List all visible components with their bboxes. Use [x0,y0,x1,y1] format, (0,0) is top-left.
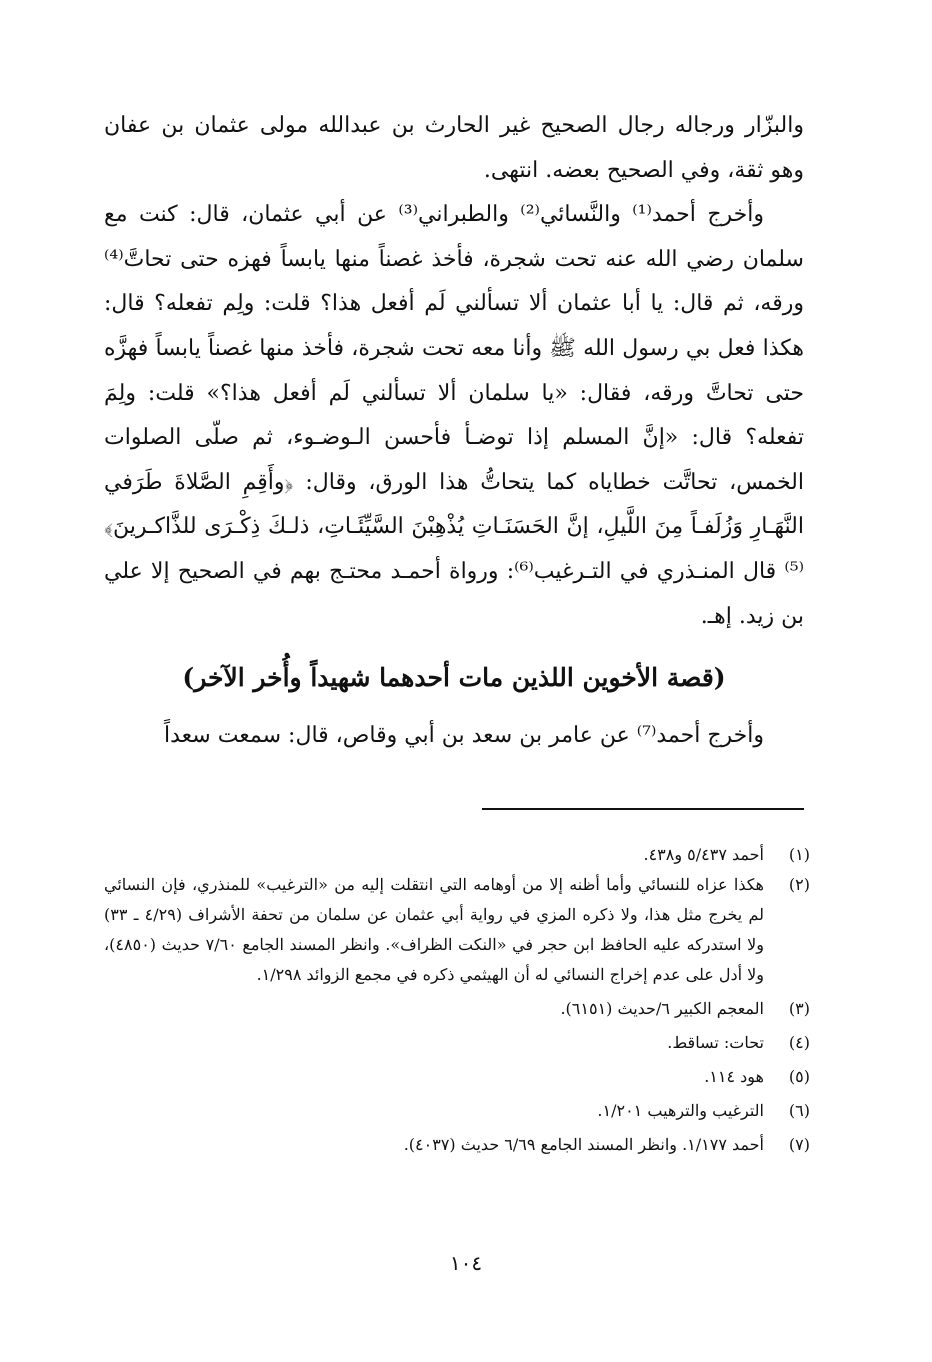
footnote-separator [482,808,804,810]
page-number: ١٠٤ [449,1251,483,1275]
paragraph-2: وأخرج أحمد⁽¹⁾ والنَّسائي⁽²⁾ والطبراني⁽³⁾ عن أبي عثمان، قال: كنت مع سلمان رضي الله عنه تحت شجرة، فأخذ غصناً منها يابساً فهزه حتى تحاتَّ⁽⁴⁾ ورقه، ثم قال: يا أبا عثمان ألا تسألني لَم أفعل هذا؟ قلت: ولِم تفعله؟ قال: هكذا فعل بي رسول الله ﷺ وأنا معه تحت شجرة، فأخذ منها غصناً يابساً فهزَّه حتى تحاتَّ ورقه، فقال: «يا سلمان ألا تسألني لَم أفعل هذا؟» قلت: ولِمَ تفعله؟ قال: «إنَّ المسلم إذا توضـأ فأحسن الـوضـوء، ثم صلّى الصلوات الخمس، تحاتَّت خطاياه كما يتحاتُّ هذا الورق، وقال: ﴿وأَقِمِ الصَّلاةَ طَرَفي النَّهَـارِ وَزُلَفـاً مِنَ اللَّيلِ، إنَّ الحَسَنَـاتِ يُذْهِبْنَ السَّيِّئَـاتِ، ذلـكَ ذِكْـرَى للذَّاكـرينَ﴾⁽⁵⁾ قال المنـذري في التـرغيب⁽⁶⁾: ورواة أحمـد محتـج بهم في الصحيح إلا علي بن زيد. إهـ. [104,202,804,629]
footnote-text: أحمد ١/١٧٧. وانظر المسند الجامع ٦/٦٩ حديث (٤٠٣٧). [403,1135,764,1154]
footnote-number: (٥) [788,1067,810,1086]
footnote-number: (٤) [788,1033,810,1052]
footnote-text: الترغيب والترهيب ١/٢٠١. [597,1101,764,1120]
main-text [104,104,804,639]
footnote-item [104,994,810,1024]
footnote-item [104,870,810,990]
footnote-number: (٢) [788,875,810,894]
footnote-item [104,840,810,870]
paragraph-1: والبزّار ورجاله رجال الصحيح غير الحارث بن عبدالله مولى عثمان بن عفان وهو ثقة، وفي الصحيح بعضه. انتهى. [104,113,804,183]
footnote-text: تحات: تساقط. [667,1033,764,1052]
footnote-text: هود ١١٤. [704,1067,764,1086]
footnote-item [104,1062,810,1092]
footnote-item [104,1130,810,1160]
footnotes [104,840,810,1160]
footnote-number: (٣) [788,999,810,1018]
footnote-text: المعجم الكبير ٦/حديث (٦١٥١). [560,999,764,1018]
footnote-number: (٧) [788,1135,810,1154]
footnote-item [104,1096,810,1126]
footnote-text: أحمد ٥/٤٣٧ و٤٣٨. [643,845,764,864]
section-heading: (قصة الأخوين اللذين مات أحدهما شهيداً وأُخر الآخر) [182,663,726,692]
footnote-item [104,1028,810,1058]
paragraph-3: وأخرج أحمد⁽⁷⁾ عن عامر بن سعد بن أبي وقاص، قال: سمعت سعداً [164,723,764,748]
footnote-number: (١) [788,845,810,864]
footnote-text: هكذا عزاه للنسائي وأما أظنه إلا من أوهامه التي انتقلت إليه من «الترغيب» للمنذري، فإن النسائي لم يخرج مثل هذا، ولا ذكره المزي في رواية أبي عثمان عن سلمان من تحفة الأشراف (٤/٢٩ ـ ٣٣) ولا استدركه عليه الحافظ ابن حجر في «النكت الظراف». وانظر المسند الجامع ٧/٦٠ حديث (٤٨٥٠)، ولا أدل على عدم إخراج النسائي له أن الهيثمي ذكره في مجمع الزوائد ١/٢٩٨. [104,875,765,984]
footnote-number: (٦) [788,1101,810,1120]
